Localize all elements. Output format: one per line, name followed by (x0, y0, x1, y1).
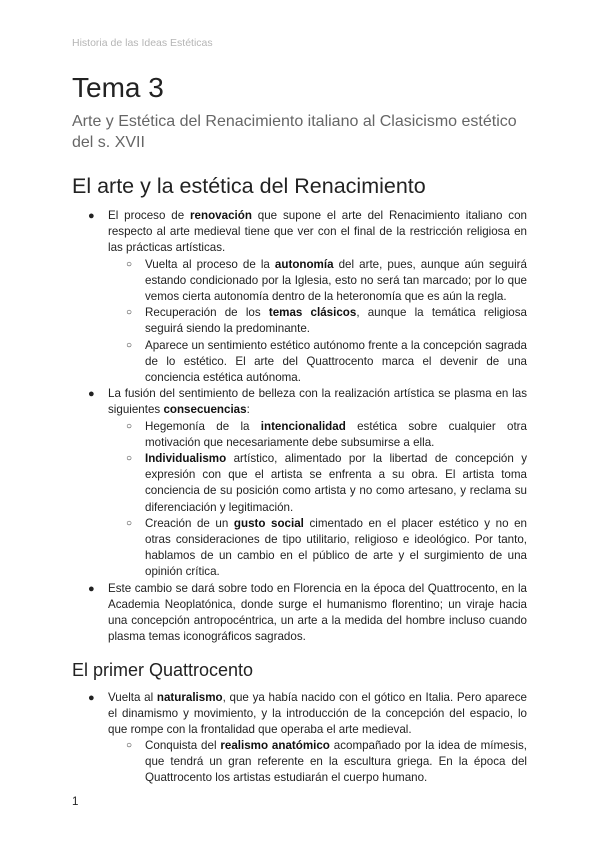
section-body-quattrocento (0, 690, 600, 739)
page-number: 1 (72, 796, 79, 808)
section-heading-renacimiento: El arte y la estética del Renacimiento (72, 174, 426, 198)
section-heading-quattrocento: El primer Quattrocento (72, 660, 254, 680)
list-item: ● Vuelta al naturalismo, que ya había nacido con el gótico en Italia. Pero aparece el dinamismo y movimiento, y la introducción de la concepción del espacio, lo que rompe con la frontalidad que operaba el arte medieval. (88, 691, 527, 737)
sub-list-item: ○ Creación de un gusto social cimentado en el placer estético y no en otras consideraciones de tipo utilitario, religioso e ideológico. Por tanto, hablamos de un cambio en el público de arte y el surgimiento de una opinión crítica. (126, 516, 527, 579)
list-item: ● El proceso de renovación que supone el arte del Renacimiento italiano con respecto al arte medieval tiene que ver con el final de la restricción religiosa en las prácticas artísticas. (88, 209, 527, 255)
sub-list-item: ○ Hegemonía de la intencionalidad estética sobre cualquier otra motivación que necesariamente debe subsumirse a ella. (126, 419, 527, 449)
page-bottom-clip (0, 738, 600, 785)
running-header: Historia de las Ideas Estéticas (72, 37, 213, 49)
bullet-icon: ● (88, 582, 95, 595)
sub-list-item: ○ Recuperación de los temas clásicos, aunque la temática religiosa seguirá siendo la predominante. (126, 306, 528, 336)
bullet-icon: ● (88, 692, 95, 704)
circle-bullet-icon: ○ (126, 258, 133, 270)
sub-list-item: ○ Aparece un sentimiento estético autónomo frente a la concepción sagrada de lo estético. El arte del Quattrocento marca el devenir de una conciencia estética autónoma. (126, 338, 527, 385)
list-item: ● La fusión del sentimiento de belleza con la realización artística se plasma en las siguientes consecuencias: (88, 387, 527, 417)
page-title: Tema 3 (72, 72, 164, 103)
bullet-icon: ● (88, 388, 95, 401)
list-item: ● Este cambio se dará sobre todo en Florencia en la época del Quattrocento, en la Academia Neoplatónica, donde surge el humanismo florentino; un viraje hacia una concepción antropocéntrica, un arte a la medida del hombre incluso cuando plasma temas iconográficos sagrados. (88, 581, 527, 644)
bullet-icon: ● (88, 210, 95, 222)
page-subtitle: Arte y Estética del Renacimiento italiano al Clasicismo estético del s. XVII (72, 113, 517, 151)
circle-bullet-icon: ○ (126, 517, 133, 529)
sub-list-item: ○ Vuelta al proceso de la autonomía del arte, pues, aunque aún seguirá estando condicionado por la Iglesia, esto no será tan marcado; por lo que vemos cierta autonomía dentro de la heteronomía que es aún la regla. (126, 257, 527, 304)
sub-list-item: ○ Conquista del realismo anatómico acompañado por la idea de mímesis, que tendrá un gran referente en la escultura griega. En la época del Quattrocento los artistas estudiarán el cuerpo humano. (126, 739, 528, 785)
circle-bullet-icon: ○ (126, 339, 133, 351)
circle-bullet-icon: ○ (126, 307, 133, 319)
sub-list-item: ○ Individualismo artístico, alimentado por la libertad de concepción y expresión con que el artista se enfrenta a su obra. El artista toma conciencia de su posición como artista y no como artesano, y reclama su diferenciación y legitimación. (126, 452, 527, 514)
circle-bullet-icon: ○ (126, 453, 133, 465)
circle-bullet-icon: ○ (126, 740, 133, 751)
circle-bullet-icon: ○ (126, 420, 133, 432)
section-body-renacimiento (0, 208, 600, 645)
